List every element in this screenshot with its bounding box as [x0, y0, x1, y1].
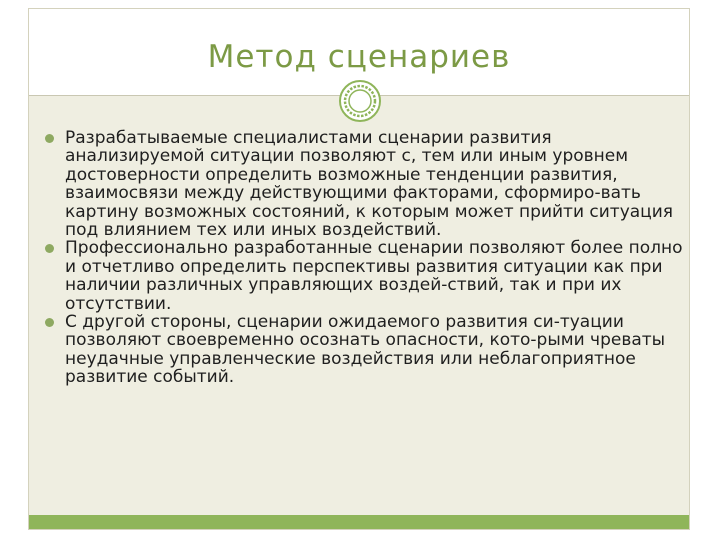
content-area — [41, 129, 691, 387]
bullet-text: Разрабатываемые специалистами сценарии развития анализируемой ситуации позволяют с, тем или иным уровнем достоверности определить возможные тенденции развития, взаимосвязи между действующими факторами, сформиро-вать картину возможных состояний, к которым может прийти ситуация под влиянием тех или иных воздействий. — [65, 128, 674, 241]
bottom-accent-bar — [29, 515, 689, 529]
bullet-item — [41, 239, 691, 313]
bullet-dot-icon — [45, 134, 54, 143]
bullet-dot-icon — [45, 244, 54, 253]
bullet-list — [41, 129, 691, 387]
bullet-item — [41, 129, 691, 239]
bullet-text: Профессионально разработанные сценарии позволяют более полно и отчетливо определить перспективы развития ситуации как при наличии различных управляющих воздей-ствий, так и при их отсутствии. — [65, 238, 683, 314]
bullet-text: С другой стороны, сценарии ожидаемого развития си-туации позволяют своевременно осознать опасности, кото-рыми чреваты неудачные управленческие воздействия или неблагоприятное развитие событий. — [65, 312, 666, 388]
circle-ornament-icon — [338, 79, 382, 123]
slide-title: Метод сценариев — [207, 39, 511, 75]
bullet-dot-icon — [45, 318, 54, 327]
bullet-item — [41, 313, 691, 387]
slide — [28, 8, 690, 530]
